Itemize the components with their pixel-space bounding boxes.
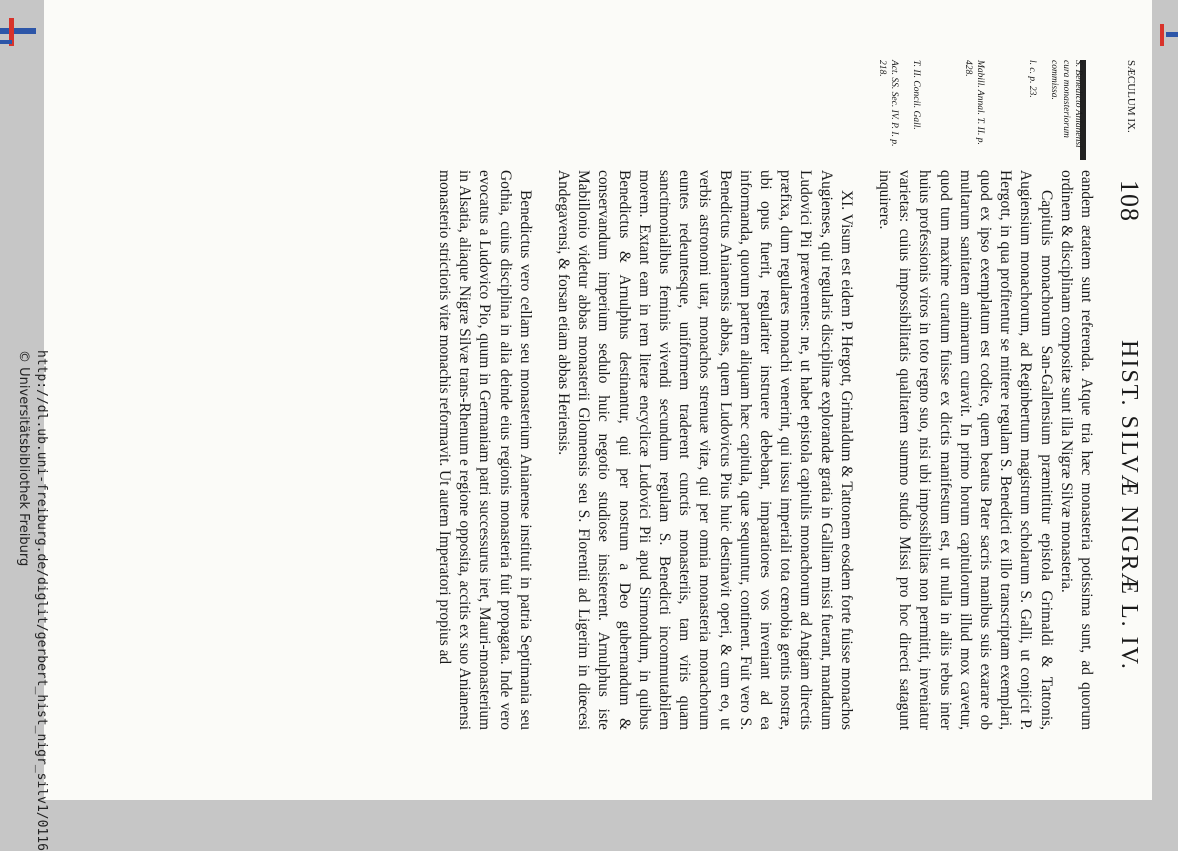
margin-notes: [866, 60, 1084, 160]
copyright-notice: © Universitätsbibliothek Freiburg: [16, 350, 31, 567]
paragraph: Capitulis monachorum San-Gallensium præmittitur epistola Grimaldi & Tattonis, Augiensium monachorum, ad Reginbertum magistrum scholarum S. Galli, ut conjicit P. Hergott, in qua profitentur se mittere regulam S. Benedicti ex illo transcriptam exemplari, quod ex ipso exemplatum est codice, quem beatus Pater sacris manibus suis exarare ob multarum sanitatem animarum curavit. In primo horum capitulorum illud mox cavetur, quod tum maxime curatum fuisse ex dictis manifestum est, ut nulla in aliis rebus inter huius professionis viros in toto regno suo, nisi ubi impossibilitas non permittit, inveniatur varietas: cuius impossibilitatis qualitatem summo studio Missi pro hoc directi satagunt inquirere.: [875, 170, 1055, 730]
source-url-strip: [14, 350, 50, 851]
running-title: HIST. SILVÆ NIGRÆ L. IV.: [1116, 340, 1142, 671]
margin-note: T. II. Concil. Gall.: [911, 60, 921, 130]
margin-note: Mabill. Annal. T. II. p. 428.: [963, 60, 985, 145]
body-text: [434, 170, 1096, 730]
saeculum-label: SÆCULUM IX.: [1125, 60, 1137, 133]
viewer-logo-icon-right[interactable]: [1160, 18, 1178, 54]
viewer-logo-icon[interactable]: [0, 18, 36, 54]
paragraph: XI. Visum est eidem P. Hergott, Grimaldum & Tattonem eosdem forte fuisse monachos Augienses, qui regularis disciplinæ explorandæ gratia in Galliam missi fuerant, mandatum Ludovici Pii præverentes: ne, ut habet epistola capitulis monachorum ad Angiam directis præfixa, dum regulares monachi venerint, qui iussu imperiali tota cœnobia gentis nostræ, ubi opus fuerit, regulariter instruere debebant, imparatiores vos inveniant ad ea informanda, quorum partem aliquam hæc capitula, quæ sequuntur, continent. Fuit vero S. Benedictus Anianensis abbas, quem Ludovicus Pius huic destinavit operi, & cum eo, ut verbis astronomi utar, monachos strenuæ vitæ, qui per omnia monasteria monachorum euntes redeuntesque, uniformem traderent cunctis monasteriis, tam viris quam sanctimonialibus feminis vivendi secundum regulam S. Benedicti incommutabilem morem. Extant eam in rem literæ encyclicæ Ludovici Pii apud Sirmondum, in quibus Benedictus & Arnulphus destinantur, qui per nostrum a Deo gubernandum & conservandum imperium sedulo huic negotio studiose insisterent. Arnulphus iste Mabillonio videtur abbas monasterii Glonnensis seu S. Florentii ad Ligerim in diœcesi Andegavensi, & forsan etiam abbas Heriensis.: [554, 170, 855, 730]
page-header: [1100, 60, 1144, 740]
margin-note: S. Benedicto Anianensi cura monasteriorum commissa.: [1049, 60, 1083, 148]
page-content: [384, 60, 1144, 740]
paragraph: Benedictus vero cellam seu monasterium Anianense instituit in patria Septimania seu Gothia, cuius disciplina in alia deinde eius regionis monasteria fuit propagata. Inde vero evocatus a Ludovico Pio, quum in Germaniam patri successurus iret, Mauri-monasterium in Alsatia, aliaque Nigræ Silvæ trans-Rhenum e regione opposita, accitis ex suo Anianensi monasterio strictioris vitæ monachis reformavit. Ut autem Imperatori propius ad: [435, 170, 534, 730]
scanned-page: [44, 0, 1152, 800]
page-number: 108: [1115, 180, 1144, 222]
paragraph: eandem ætatem sunt referenda. Atque tria hæc monasteria potissima sunt, ad quorum ordinem & disciplinam compositæ sunt illa Nigræ Silvæ monasteria.: [1057, 170, 1095, 730]
margin-note: l. c. p. 23.: [1027, 60, 1037, 98]
margin-note: Act. SS. Sec. IV. P. I. p. 218.: [877, 60, 899, 147]
source-url[interactable]: http://dl.ub.uni-freiburg.de/diglit/gerbert_hist_nigr_silv1/0116: [34, 350, 49, 851]
